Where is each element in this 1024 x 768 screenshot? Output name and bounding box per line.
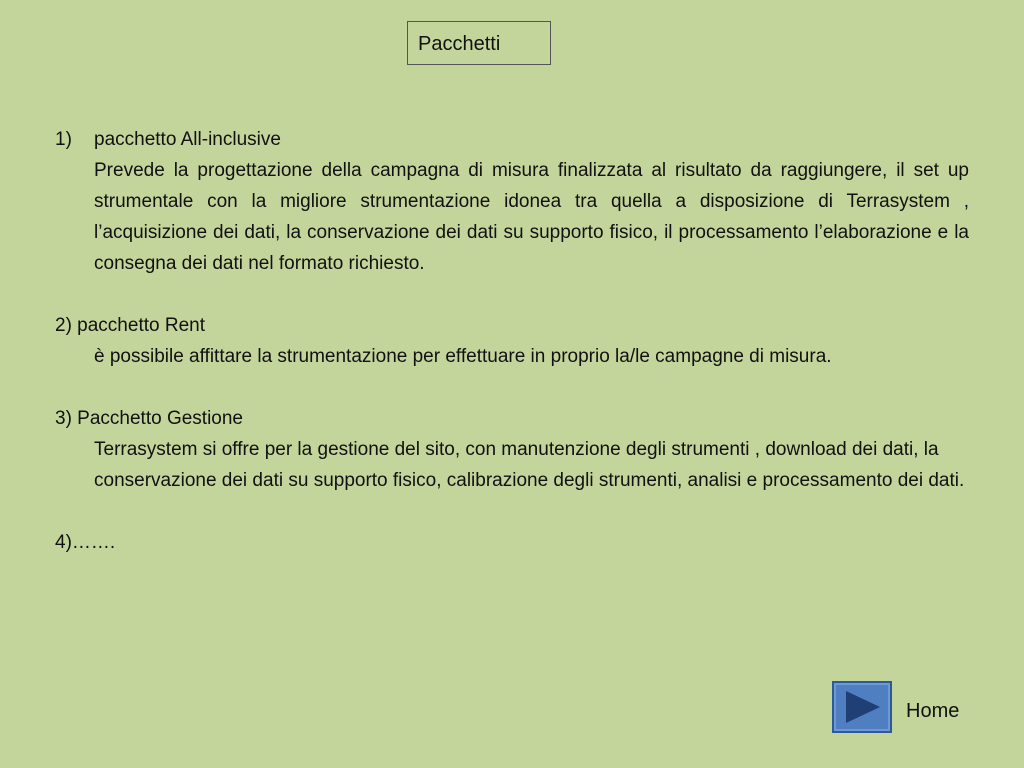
slide-title <box>407 21 551 65</box>
item-heading: pacchetto All-inclusive <box>94 129 281 150</box>
home-nav-button[interactable] <box>832 681 892 733</box>
item-heading: 2) pacchetto Rent <box>55 315 205 336</box>
item-number: 1) <box>55 129 72 150</box>
item-heading: 3) Pacchetto Gestione <box>55 408 243 429</box>
list-item <box>55 310 969 372</box>
slide-title-text: Pacchetti <box>418 33 501 55</box>
home-link[interactable]: Home <box>906 700 960 722</box>
package-list <box>55 124 969 558</box>
item-description: è possibile affittare la strumentazione per effettuare in proprio la/le campagne di misura. <box>94 346 832 367</box>
list-item <box>55 124 969 279</box>
item-description: Prevede la progettazione della campagna di misura finalizzata al risultato da raggiungere, il set up strumentale con la migliore strumentazione idonea tra quella a disposizione di Terrasystem , l’acquisizione dei dati, la conservazione dei dati su supporto fisico, il processamento l’elaborazione e la consegna dei dati nel formato richiesto. <box>94 160 969 274</box>
play-icon <box>846 691 880 723</box>
list-item <box>55 527 969 558</box>
list-item <box>55 403 969 496</box>
item-description: Terrasystem si offre per la gestione del sito, con manutenzione degli strumenti , download dei dati, la conservazione dei dati su supporto fisico, calibrazione degli strumenti, analisi e processamento dei dati. <box>94 439 965 491</box>
item-heading: 4)……. <box>55 532 116 553</box>
